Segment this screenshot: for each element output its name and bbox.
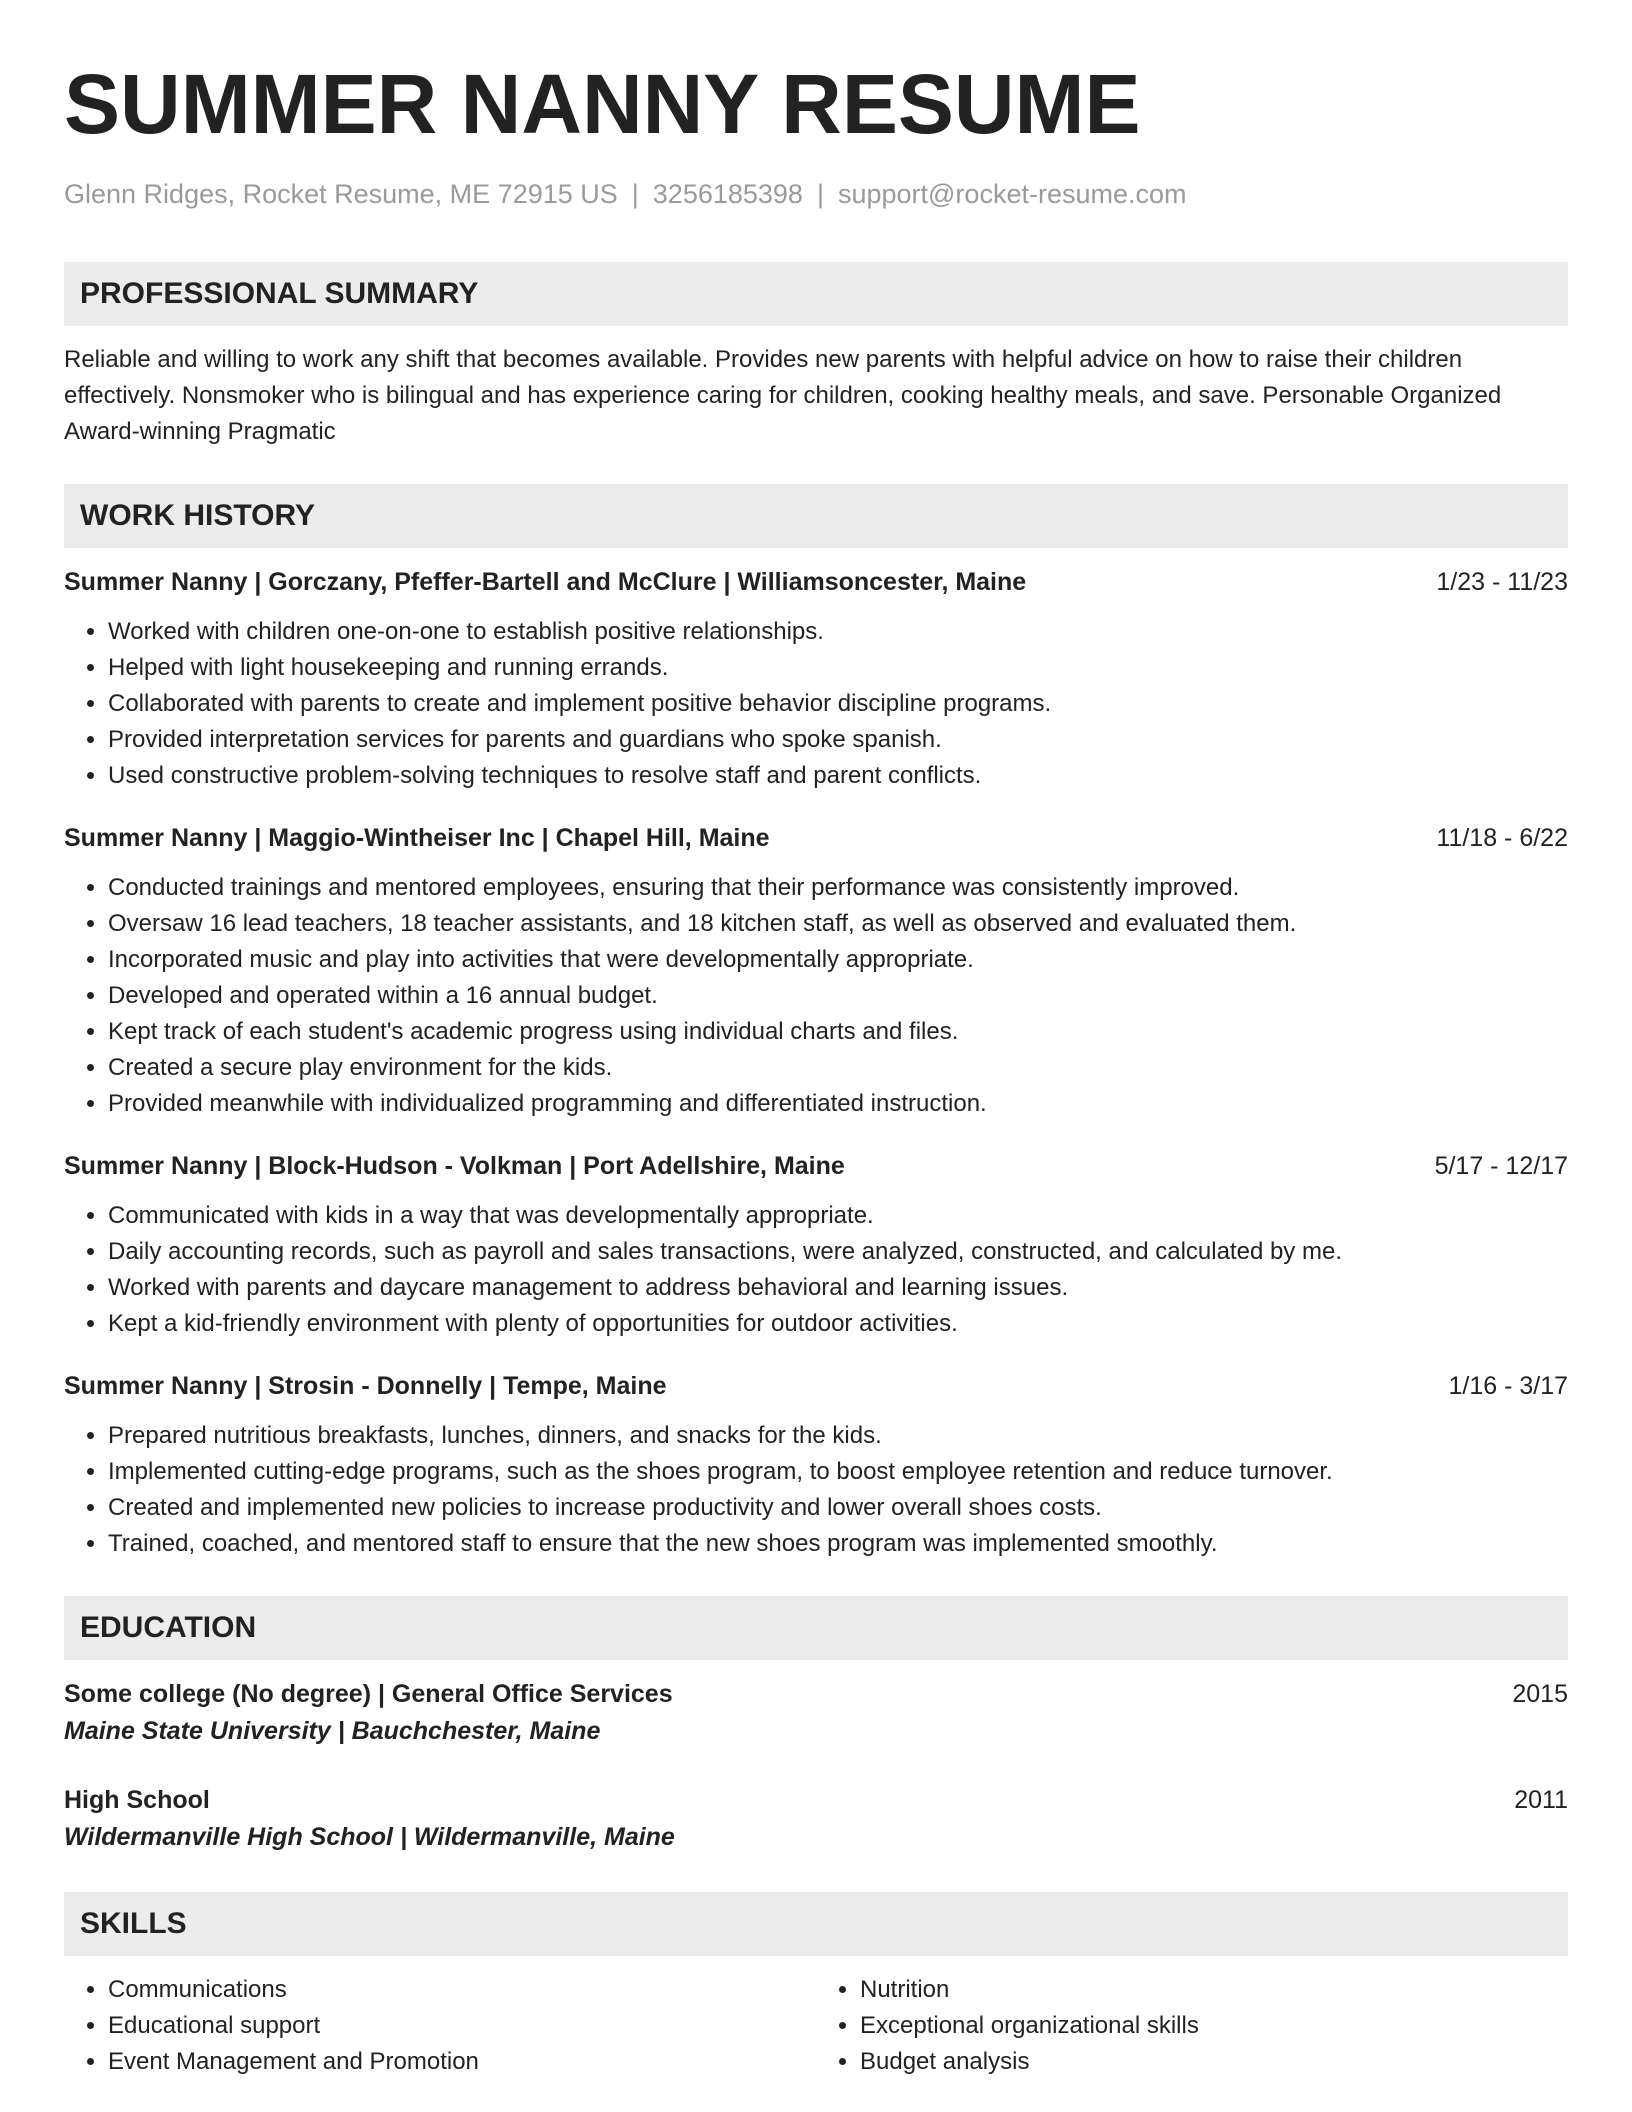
job-bullets: [64, 1198, 1568, 1342]
contact-separator: |: [631, 179, 639, 209]
job-bullets: [64, 870, 1568, 1122]
summary-text: Reliable and willing to work any shift that becomes available. Provides new parents with helpful advice on how to raise their children effectively. Nonsmoker who is bilingual and has experience caring for children, cooking healthy meals, and save. Personable Organized Award-winning Pragmatic: [64, 346, 1502, 445]
job-bullet: • Worked with parents and daycare management to address behavioral and learning issues.: [108, 1270, 1568, 1306]
resume-title: SUMMER NANNY RESUME: [64, 57, 1141, 151]
education-degree: High School: [64, 1786, 210, 1814]
job-title: Summer Nanny | Strosin - Donnelly | Tempe, Maine: [64, 1372, 667, 1400]
resume-page: [64, 52, 1568, 2080]
skills-column-right: [816, 1972, 1568, 2080]
job-bullet: • Trained, coached, and mentored staff to ensure that the new shoes program was implemented smoothly.: [108, 1526, 1568, 1562]
job-dates: 5/17 - 12/17: [1434, 1152, 1568, 1180]
job-entry: [64, 1148, 1568, 1342]
contact-line: [64, 176, 1568, 212]
education-school: Maine State University | Bauchchester, Maine: [64, 1717, 601, 1745]
skill-item: • Budget analysis: [860, 2044, 1568, 2080]
job-bullet: • Helped with light housekeeping and running errands.: [108, 650, 1568, 686]
job-bullet: • Oversaw 16 lead teachers, 18 teacher assistants, and 18 kitchen staff, as well as observed and evaluated them.: [108, 906, 1568, 942]
job-entry: [64, 820, 1568, 1122]
job-bullet: • Provided interpretation services for parents and guardians who spoke spanish.: [108, 722, 1568, 758]
skill-item: • Event Management and Promotion: [108, 2044, 816, 2080]
job-dates: 1/16 - 3/17: [1448, 1372, 1568, 1400]
education-school: Wildermanville High School | Wildermanville, Maine: [64, 1823, 675, 1851]
skill-item: • Exceptional organizational skills: [860, 2008, 1568, 2044]
job-dates: 1/23 - 11/23: [1436, 568, 1568, 596]
job-bullet: • Kept track of each student's academic progress using individual charts and files.: [108, 1014, 1568, 1050]
job-bullet: • Kept a kid-friendly environment with plenty of opportunities for outdoor activities.: [108, 1306, 1568, 1342]
section-heading-skills: SKILLS: [64, 1892, 1568, 1956]
job-title: Summer Nanny | Block-Hudson - Volkman | Port Adellshire, Maine: [64, 1152, 845, 1180]
skill-item: • Communications: [108, 1972, 816, 2008]
section-heading-education: EDUCATION: [64, 1596, 1568, 1660]
contact-email: support@rocket-resume.com: [837, 179, 1187, 209]
job-bullet: • Provided meanwhile with individualized programming and differentiated instruction.: [108, 1086, 1568, 1122]
job-dates: 11/18 - 6/22: [1436, 824, 1568, 852]
job-title: Summer Nanny | Gorczany, Pfeffer-Bartell and McClure | Williamsoncester, Maine: [64, 568, 1027, 596]
job-entry: [64, 564, 1568, 794]
job-bullet: • Used constructive problem-solving techniques to resolve staff and parent conflicts.: [108, 758, 1568, 794]
skill-item: • Nutrition: [860, 1972, 1568, 2008]
section-heading-work-history: WORK HISTORY: [64, 484, 1568, 548]
contact-separator: |: [816, 179, 824, 209]
section-heading-summary: PROFESSIONAL SUMMARY: [64, 262, 1568, 326]
skill-item: • Educational support: [108, 2008, 816, 2044]
contact-phone: 3256185398: [652, 179, 803, 209]
job-bullet: • Conducted trainings and mentored employees, ensuring that their performance was consistently improved.: [108, 870, 1568, 906]
skills-column-left: [64, 1972, 816, 2080]
job-bullet: • Communicated with kids in a way that was developmentally appropriate.: [108, 1198, 1568, 1234]
job-bullet: • Developed and operated within a 16 annual budget.: [108, 978, 1568, 1014]
job-entry: [64, 1368, 1568, 1562]
job-bullets: [64, 614, 1568, 794]
job-bullets: [64, 1418, 1568, 1562]
job-bullet: • Worked with children one-on-one to establish positive relationships.: [108, 614, 1568, 650]
job-bullet: • Daily accounting records, such as payroll and sales transactions, were analyzed, constructed, and calculated by me.: [108, 1234, 1568, 1270]
skills-list: [64, 1972, 1568, 2080]
job-bullet: • Prepared nutritious breakfasts, lunches, dinners, and snacks for the kids.: [108, 1418, 1568, 1454]
education-year: 2015: [1512, 1680, 1568, 1708]
job-bullet: • Collaborated with parents to create and implement positive behavior discipline programs.: [108, 686, 1568, 722]
education-degree: Some college (No degree) | General Office Services: [64, 1680, 673, 1708]
job-bullet: • Created and implemented new policies to increase productivity and lower overall shoes costs.: [108, 1490, 1568, 1526]
job-bullet: • Incorporated music and play into activities that were developmentally appropriate.: [108, 942, 1568, 978]
contact-address: Glenn Ridges, Rocket Resume, ME 72915 US: [64, 179, 618, 209]
job-bullet: • Created a secure play environment for the kids.: [108, 1050, 1568, 1086]
education-entry: [64, 1676, 1568, 1750]
education-entry: [64, 1782, 1568, 1856]
education-year: 2011: [1514, 1786, 1568, 1814]
job-title: Summer Nanny | Maggio-Wintheiser Inc | Chapel Hill, Maine: [64, 824, 770, 852]
job-bullet: • Implemented cutting-edge programs, such as the shoes program, to boost employee retention and reduce turnover.: [108, 1454, 1568, 1490]
